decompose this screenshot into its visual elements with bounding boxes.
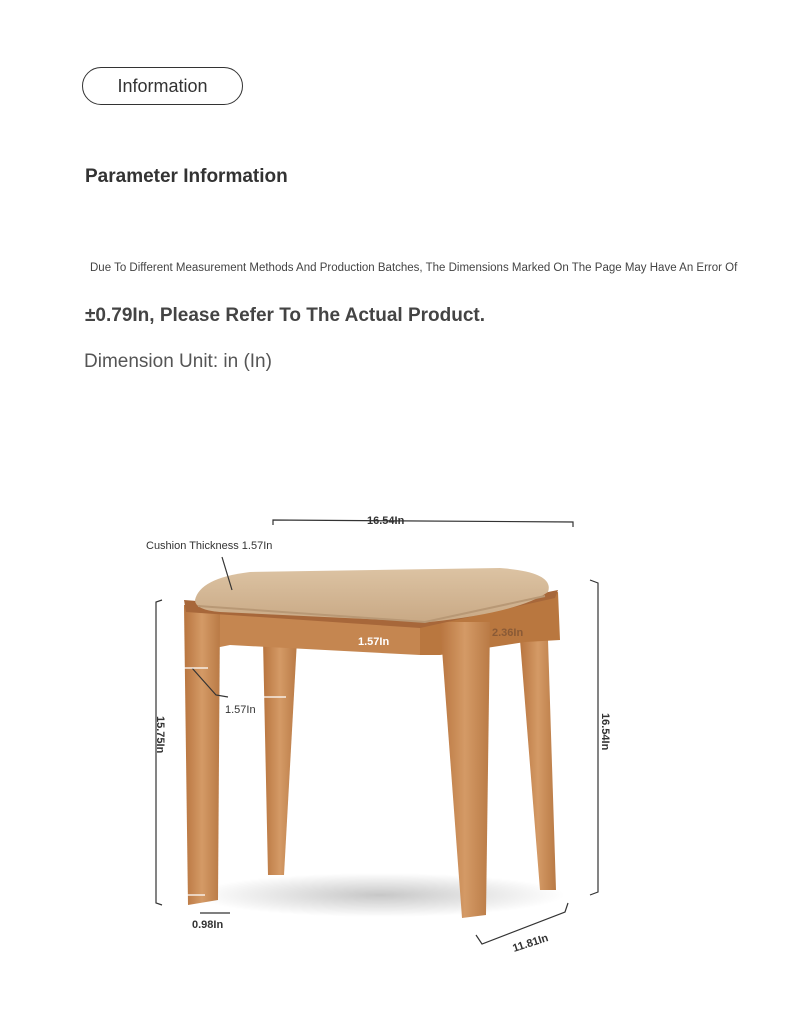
floor-shadow xyxy=(195,873,565,917)
back-right-leg xyxy=(520,640,556,890)
depth-label: 11.81In xyxy=(511,932,550,955)
side-apron-label: 2.36In xyxy=(492,627,524,639)
top-width-line xyxy=(273,520,573,527)
information-tab-label: Information xyxy=(117,75,208,96)
cushion-thickness-label: Cushion Thickness 1.57In xyxy=(146,540,273,552)
dimension-unit: Dimension Unit: in (In) xyxy=(84,351,272,372)
leg-width-label: 1.57In xyxy=(225,704,256,716)
measurement-tolerance: ±0.79In, Please Refer To The Actual Product. xyxy=(85,305,486,326)
right-height-line xyxy=(590,580,598,895)
back-left-leg xyxy=(263,640,297,875)
foot-label: 0.98In xyxy=(192,919,224,931)
top-width-label: 16.54In xyxy=(367,515,405,527)
section-heading: Parameter Information xyxy=(85,166,288,187)
apron-height-label: 1.57In xyxy=(358,636,390,648)
front-left-leg xyxy=(184,605,220,905)
front-right-leg xyxy=(440,622,490,918)
right-height-label: 16.54In xyxy=(599,713,611,751)
measurement-notice: Due To Different Measurement Methods And Production Batches, The Dimensions Marked On The Page May Have An Error Of xyxy=(90,262,738,274)
left-height-label: 15.75In xyxy=(154,716,166,754)
